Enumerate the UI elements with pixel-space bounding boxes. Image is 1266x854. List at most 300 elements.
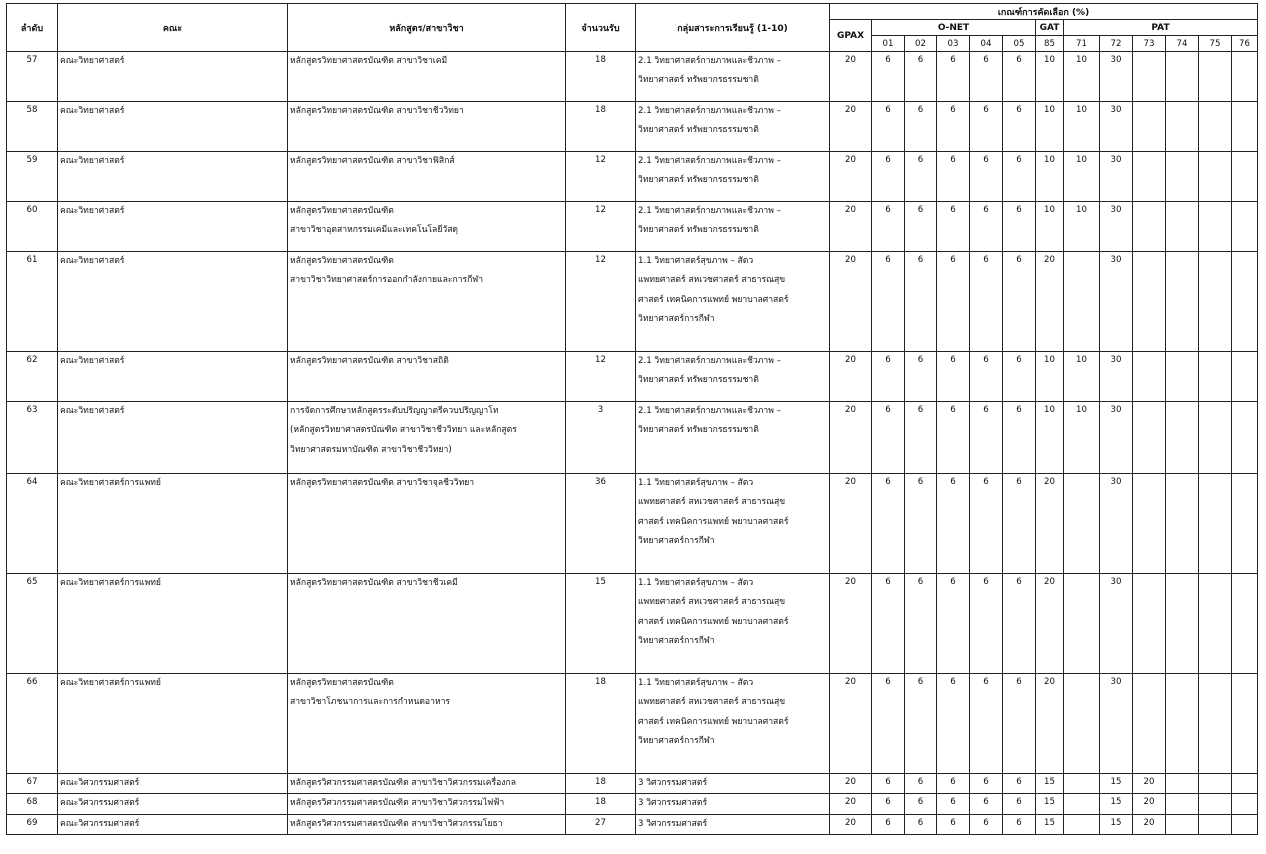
learning-group-cell [636, 574, 830, 674]
table-row [7, 794, 1258, 814]
onet-score-cell: 6 [1003, 52, 1036, 102]
learning-group-cell-text: 2.1 วิทยาศาสตร์กายภาพและชีวภาพ – วิทยาศาสตร์ ทรัพยากรธรรมชาติ [638, 56, 781, 86]
pat-score-cell: 30 [1100, 252, 1133, 352]
gat-score-cell: 20 [1036, 674, 1064, 774]
learning-group-cell [636, 774, 830, 794]
learning-group-cell [636, 52, 830, 102]
pat-score-cell: 10 [1064, 102, 1100, 152]
pat-score-cell [1166, 674, 1199, 774]
faculty-cell-text: คณะวิทยาศาสตร์ [60, 406, 125, 416]
onet-score-cell: 6 [937, 402, 970, 474]
gat-score-cell: 10 [1036, 202, 1064, 252]
onet-score-cell: 6 [970, 52, 1003, 102]
onet-score-cell: 6 [905, 52, 937, 102]
onet-score-cell: 6 [905, 814, 937, 834]
quota-cell: 18 [566, 774, 636, 794]
gat-score-cell: 10 [1036, 152, 1064, 202]
program-cell [288, 202, 566, 252]
pat-score-cell [1232, 202, 1258, 252]
admission-criteria-table [6, 3, 1258, 835]
gat-score-cell: 10 [1036, 52, 1064, 102]
learning-group-header: กลุ่มสาระการเรียนรู้ (1-10) [636, 4, 830, 52]
gat-score-cell: 15 [1036, 814, 1064, 834]
quota-cell: 18 [566, 794, 636, 814]
table-row [7, 102, 1258, 152]
pat-score-cell: 10 [1064, 52, 1100, 102]
table-row [7, 574, 1258, 674]
pat-score-cell: 30 [1100, 674, 1133, 774]
table-row [7, 202, 1258, 252]
pat-score-cell [1166, 352, 1199, 402]
learning-group-cell [636, 814, 830, 834]
pat-score-cell [1232, 774, 1258, 794]
onet-score-cell: 6 [937, 352, 970, 402]
onet-score-cell: 6 [937, 252, 970, 352]
pat-score-cell: 10 [1064, 352, 1100, 402]
pat-score-cell [1133, 402, 1166, 474]
gpax-cell: 20 [830, 814, 872, 834]
admission-criteria-document [6, 3, 1258, 835]
faculty-cell [58, 794, 288, 814]
onet-score-cell: 6 [1003, 202, 1036, 252]
criteria-header: เกณฑ์การคัดเลือก (%) [830, 4, 1258, 20]
pat-score-cell [1133, 102, 1166, 152]
onet-score-cell: 6 [937, 814, 970, 834]
pat-score-cell [1232, 794, 1258, 814]
program-cell-text: หลักสูตรวิทยาศาสตรบัณฑิต สาขาวิชาชีวเคมี [290, 578, 458, 588]
table-body [7, 52, 1258, 835]
onet-score-cell: 6 [872, 252, 905, 352]
gpax-cell: 20 [830, 102, 872, 152]
program-cell [288, 102, 566, 152]
gat-score-cell: 15 [1036, 794, 1064, 814]
table-row [7, 152, 1258, 202]
gpax-header: GPAX [830, 20, 872, 52]
program-cell-text: หลักสูตรวิทยาศาสตรบัณฑิต สาขาวิชาฟิสิกส์ [290, 156, 455, 166]
pat-score-cell [1166, 474, 1199, 574]
onet-score-cell: 6 [872, 674, 905, 774]
faculty-cell [58, 402, 288, 474]
onet-score-cell: 6 [1003, 774, 1036, 794]
onet-score-cell: 6 [905, 674, 937, 774]
onet-score-cell: 6 [937, 474, 970, 574]
program-cell-text: หลักสูตรวิทยาศาสตรบัณฑิต สาขาวิชาวิทยาศาสตร์การออกกำลังกายและการกีฬา [290, 256, 484, 286]
onet-score-cell: 6 [872, 574, 905, 674]
program-cell [288, 794, 566, 814]
gpax-cell: 20 [830, 202, 872, 252]
onet-code-header: 02 [905, 36, 937, 52]
gpax-cell: 20 [830, 574, 872, 674]
onet-score-cell: 6 [937, 102, 970, 152]
gpax-cell: 20 [830, 52, 872, 102]
faculty-cell-text: คณะวิทยาศาสตร์การแพทย์ [60, 478, 161, 488]
pat-score-cell [1199, 252, 1232, 352]
pat-score-cell: 20 [1133, 794, 1166, 814]
pat-score-cell [1199, 52, 1232, 102]
faculty-cell-text: คณะวิศวกรรมศาสตร์ [60, 798, 140, 809]
onet-score-cell: 6 [872, 352, 905, 402]
quota-cell: 18 [566, 674, 636, 774]
program-cell-text: หลักสูตรวิทยาศาสตรบัณฑิต สาขาวิชาสถิติ [290, 356, 449, 366]
program-cell [288, 402, 566, 474]
onet-score-cell: 6 [937, 774, 970, 794]
onet-score-cell: 6 [970, 574, 1003, 674]
onet-score-cell: 6 [872, 774, 905, 794]
pat-score-cell [1133, 202, 1166, 252]
program-cell-text: หลักสูตรวิทยาศาสตรบัณฑิต สาขาวิชาโภชนาการและการกำหนดอาหาร [290, 678, 451, 708]
order-cell: 64 [7, 474, 58, 574]
onet-score-cell: 6 [1003, 794, 1036, 814]
onet-score-cell: 6 [937, 574, 970, 674]
pat-score-cell [1166, 794, 1199, 814]
gpax-cell: 20 [830, 152, 872, 202]
gpax-cell: 20 [830, 474, 872, 574]
pat-score-cell [1133, 574, 1166, 674]
gat-score-cell: 20 [1036, 252, 1064, 352]
quota-cell: 27 [566, 814, 636, 834]
program-cell-text: หลักสูตรวิศวกรรมศาสตรบัณฑิต สาขาวิชาวิศวกรรมเครื่องกล [290, 778, 516, 788]
onet-score-cell: 6 [905, 402, 937, 474]
onet-score-cell: 6 [905, 102, 937, 152]
pat-code-header: 72 [1100, 36, 1133, 52]
learning-group-cell [636, 474, 830, 574]
pat-score-cell [1133, 352, 1166, 402]
onet-score-cell: 6 [1003, 814, 1036, 834]
onet-score-cell: 6 [1003, 402, 1036, 474]
pat-score-cell [1199, 774, 1232, 794]
onet-code-header: 01 [872, 36, 905, 52]
faculty-cell-text: คณะวิทยาศาสตร์ [60, 56, 125, 66]
learning-group-cell-text: 2.1 วิทยาศาสตร์กายภาพและชีวภาพ – วิทยาศาสตร์ ทรัพยากรธรรมชาติ [638, 406, 781, 436]
learning-group-cell-text: 3 วิศวกรรมศาสตร์ [638, 778, 708, 788]
pat-code-header: 76 [1232, 36, 1258, 52]
gat-code-header: 85 [1036, 36, 1064, 52]
onet-header: O-NET [872, 20, 1036, 36]
pat-code-header: 75 [1199, 36, 1232, 52]
learning-group-cell-text: 2.1 วิทยาศาสตร์กายภาพและชีวภาพ – วิทยาศาสตร์ ทรัพยากรธรรมชาติ [638, 356, 781, 386]
pat-score-cell: 30 [1100, 352, 1133, 402]
pat-score-cell [1199, 674, 1232, 774]
order-cell: 67 [7, 774, 58, 794]
pat-score-cell [1064, 814, 1100, 834]
table-row [7, 352, 1258, 402]
order-cell: 62 [7, 352, 58, 402]
pat-score-cell [1232, 152, 1258, 202]
pat-score-cell [1232, 252, 1258, 352]
onet-code-header: 03 [937, 36, 970, 52]
pat-score-cell [1166, 774, 1199, 794]
onet-score-cell: 6 [905, 574, 937, 674]
order-cell: 58 [7, 102, 58, 152]
onet-score-cell: 6 [872, 202, 905, 252]
faculty-cell [58, 774, 288, 794]
pat-score-cell: 15 [1100, 814, 1133, 834]
onet-score-cell: 6 [970, 352, 1003, 402]
pat-score-cell: 30 [1100, 574, 1133, 674]
pat-score-cell [1064, 674, 1100, 774]
pat-score-cell [1133, 152, 1166, 202]
gat-score-cell: 20 [1036, 574, 1064, 674]
table-row [7, 774, 1258, 794]
onet-score-cell: 6 [970, 202, 1003, 252]
order-cell: 63 [7, 402, 58, 474]
program-cell-text: หลักสูตรวิศวกรรมศาสตรบัณฑิต สาขาวิชาวิศวกรรมโยธา [290, 818, 503, 829]
pat-score-cell: 30 [1100, 202, 1133, 252]
onet-score-cell: 6 [872, 814, 905, 834]
learning-group-cell [636, 152, 830, 202]
gpax-cell: 20 [830, 402, 872, 474]
faculty-cell [58, 352, 288, 402]
onet-score-cell: 6 [1003, 674, 1036, 774]
pat-score-cell: 20 [1133, 814, 1166, 834]
order-cell: 59 [7, 152, 58, 202]
program-header: หลักสูตร/สาขาวิชา [288, 4, 566, 52]
pat-score-cell [1199, 202, 1232, 252]
faculty-cell [58, 674, 288, 774]
onet-score-cell: 6 [905, 794, 937, 814]
pat-code-header: 71 [1064, 36, 1100, 52]
learning-group-cell [636, 352, 830, 402]
onet-score-cell: 6 [1003, 574, 1036, 674]
pat-score-cell [1133, 474, 1166, 574]
quota-cell: 12 [566, 252, 636, 352]
pat-score-cell: 10 [1064, 202, 1100, 252]
onet-code-header: 04 [970, 36, 1003, 52]
learning-group-cell [636, 102, 830, 152]
onet-score-cell: 6 [872, 52, 905, 102]
faculty-cell-text: คณะวิทยาศาสตร์การแพทย์ [60, 678, 161, 688]
pat-score-cell [1232, 402, 1258, 474]
onet-score-cell: 6 [872, 474, 905, 574]
pat-score-cell: 30 [1100, 102, 1133, 152]
onet-score-cell: 6 [937, 794, 970, 814]
onet-score-cell: 6 [1003, 352, 1036, 402]
onet-score-cell: 6 [937, 52, 970, 102]
program-cell [288, 152, 566, 202]
pat-score-cell [1133, 52, 1166, 102]
faculty-cell-text: คณะวิศวกรรมศาสตร์ [60, 778, 140, 788]
pat-score-cell [1199, 574, 1232, 674]
faculty-cell-text: คณะวิศวกรรมศาสตร์ [60, 818, 140, 829]
gpax-cell: 20 [830, 674, 872, 774]
onet-score-cell: 6 [905, 152, 937, 202]
order-cell: 61 [7, 252, 58, 352]
order-cell: 68 [7, 794, 58, 814]
onet-score-cell: 6 [872, 402, 905, 474]
gpax-cell: 20 [830, 774, 872, 794]
pat-score-cell [1166, 102, 1199, 152]
order-cell: 69 [7, 814, 58, 834]
quota-cell: 3 [566, 402, 636, 474]
table-row [7, 814, 1258, 834]
pat-score-cell [1199, 352, 1232, 402]
onet-score-cell: 6 [970, 674, 1003, 774]
faculty-cell [58, 252, 288, 352]
pat-code-header: 74 [1166, 36, 1199, 52]
faculty-cell [58, 52, 288, 102]
onet-score-cell: 6 [905, 774, 937, 794]
pat-score-cell: 15 [1100, 774, 1133, 794]
pat-score-cell [1232, 352, 1258, 402]
pat-score-cell [1232, 474, 1258, 574]
program-cell-text: หลักสูตรวิทยาศาสตรบัณฑิต สาขาวิชาเคมี [290, 56, 448, 66]
faculty-cell [58, 574, 288, 674]
pat-score-cell: 10 [1064, 152, 1100, 202]
pat-score-cell [1199, 474, 1232, 574]
program-cell [288, 52, 566, 102]
table-header [7, 4, 1258, 52]
learning-group-cell-text: 3 วิศวกรรมศาสตร์ [638, 818, 708, 829]
onet-score-cell: 6 [872, 152, 905, 202]
pat-score-cell [1199, 402, 1232, 474]
onet-score-cell: 6 [937, 674, 970, 774]
onet-score-cell: 6 [905, 202, 937, 252]
quota-cell: 15 [566, 574, 636, 674]
onet-score-cell: 6 [970, 774, 1003, 794]
onet-score-cell: 6 [1003, 152, 1036, 202]
onet-score-cell: 6 [1003, 474, 1036, 574]
onet-score-cell: 6 [905, 474, 937, 574]
quota-cell: 12 [566, 202, 636, 252]
gat-score-cell: 10 [1036, 102, 1064, 152]
quota-cell: 18 [566, 102, 636, 152]
pat-score-cell [1166, 252, 1199, 352]
pat-score-cell: 30 [1100, 474, 1133, 574]
pat-score-cell [1166, 814, 1199, 834]
faculty-cell-text: คณะวิทยาศาสตร์ [60, 256, 125, 266]
table-row [7, 402, 1258, 474]
pat-score-cell [1232, 814, 1258, 834]
gat-header: GAT [1036, 20, 1064, 36]
order-cell: 65 [7, 574, 58, 674]
onet-score-cell: 6 [970, 102, 1003, 152]
quota-cell: 12 [566, 352, 636, 402]
gat-score-cell: 15 [1036, 774, 1064, 794]
pat-score-cell [1199, 102, 1232, 152]
learning-group-cell [636, 252, 830, 352]
gat-score-cell: 20 [1036, 474, 1064, 574]
pat-score-cell [1133, 252, 1166, 352]
faculty-cell [58, 102, 288, 152]
faculty-cell [58, 152, 288, 202]
gpax-cell: 20 [830, 794, 872, 814]
faculty-cell-text: คณะวิทยาศาสตร์ [60, 106, 125, 116]
onet-score-cell: 6 [872, 794, 905, 814]
pat-score-cell: 30 [1100, 52, 1133, 102]
onet-score-cell: 6 [970, 402, 1003, 474]
pat-score-cell [1199, 814, 1232, 834]
pat-score-cell: 20 [1133, 774, 1166, 794]
gat-score-cell: 10 [1036, 402, 1064, 474]
faculty-cell-text: คณะวิทยาศาสตร์ [60, 156, 125, 166]
pat-score-cell [1166, 402, 1199, 474]
faculty-header: คณะ [58, 4, 288, 52]
gpax-cell: 20 [830, 352, 872, 402]
learning-group-cell [636, 674, 830, 774]
quota-cell: 18 [566, 52, 636, 102]
faculty-cell-text: คณะวิทยาศาสตร์การแพทย์ [60, 578, 161, 588]
pat-score-cell [1166, 52, 1199, 102]
learning-group-cell [636, 794, 830, 814]
learning-group-cell-text: 2.1 วิทยาศาสตร์กายภาพและชีวภาพ – วิทยาศาสตร์ ทรัพยากรธรรมชาติ [638, 206, 781, 236]
program-cell [288, 474, 566, 574]
program-cell-text: หลักสูตรวิทยาศาสตรบัณฑิต สาขาวิชาอุตสาหกรรมเคมีและเทคโนโลยีวัสดุ [290, 206, 459, 236]
onet-code-header: 05 [1003, 36, 1036, 52]
onet-score-cell: 6 [1003, 102, 1036, 152]
table-row [7, 674, 1258, 774]
pat-score-cell [1232, 674, 1258, 774]
onet-score-cell: 6 [1003, 252, 1036, 352]
learning-group-cell-text: 2.1 วิทยาศาสตร์กายภาพและชีวภาพ – วิทยาศาสตร์ ทรัพยากรธรรมชาติ [638, 156, 781, 186]
pat-score-cell: 10 [1064, 402, 1100, 474]
program-cell-text: หลักสูตรวิทยาศาสตรบัณฑิต สาขาวิชาชีววิทยา [290, 106, 464, 116]
onet-score-cell: 6 [970, 474, 1003, 574]
pat-score-cell [1232, 52, 1258, 102]
program-cell-text: การจัดการศึกษาหลักสูตรระดับปริญญาตรีควบปริญญาโท (หลักสูตรวิทยาศาสตรบัณฑิต สาขาวิชาชีววิทยา และหลักสูตร วิทยาศาสตรมหาบัณฑิต สาขาวิชาชีววิทยา) [290, 406, 517, 455]
table-row [7, 474, 1258, 574]
pat-score-cell [1064, 252, 1100, 352]
learning-group-cell [636, 402, 830, 474]
pat-score-cell [1064, 794, 1100, 814]
program-cell [288, 674, 566, 774]
order-header: ลำดับ [7, 4, 58, 52]
onet-score-cell: 6 [937, 152, 970, 202]
pat-score-cell [1166, 574, 1199, 674]
pat-score-cell [1166, 152, 1199, 202]
quota-cell: 12 [566, 152, 636, 202]
order-cell: 66 [7, 674, 58, 774]
onet-score-cell: 6 [905, 352, 937, 402]
quota-header: จำนวนรับ [566, 4, 636, 52]
pat-score-cell [1199, 152, 1232, 202]
program-cell [288, 774, 566, 794]
learning-group-cell-text: 2.1 วิทยาศาสตร์กายภาพและชีวภาพ – วิทยาศาสตร์ ทรัพยากรธรรมชาติ [638, 106, 781, 136]
learning-group-cell-text: 3 วิศวกรรมศาสตร์ [638, 798, 708, 809]
pat-score-cell: 30 [1100, 402, 1133, 474]
onet-score-cell: 6 [970, 152, 1003, 202]
program-cell-text: หลักสูตรวิทยาศาสตรบัณฑิต สาขาวิชาจุลชีววิทยา [290, 478, 475, 488]
pat-header: PAT [1064, 20, 1258, 36]
pat-score-cell [1064, 474, 1100, 574]
learning-group-cell-text: 1.1 วิทยาศาสตร์สุขภาพ – สัตว แพทยศาสตร์ สหเวชศาสตร์ สาธารณสุข ศาสตร์ เทคนิคการแพทย์ พยาบาลศาสตร์ วิทยาศาสตร์การกีฬา [638, 256, 789, 324]
pat-score-cell: 30 [1100, 152, 1133, 202]
onet-score-cell: 6 [937, 202, 970, 252]
gpax-cell: 20 [830, 252, 872, 352]
program-cell-text: หลักสูตรวิศวกรรมศาสตรบัณฑิต สาขาวิชาวิศวกรรมไฟฟ้า [290, 798, 505, 809]
pat-score-cell [1064, 774, 1100, 794]
onet-score-cell: 6 [970, 814, 1003, 834]
onet-score-cell: 6 [872, 102, 905, 152]
order-cell: 60 [7, 202, 58, 252]
pat-score-cell [1199, 794, 1232, 814]
quota-cell: 36 [566, 474, 636, 574]
table-row [7, 252, 1258, 352]
pat-score-cell: 15 [1100, 794, 1133, 814]
program-cell [288, 814, 566, 834]
pat-score-cell [1166, 202, 1199, 252]
pat-score-cell [1232, 574, 1258, 674]
learning-group-cell-text: 1.1 วิทยาศาสตร์สุขภาพ – สัตว แพทยศาสตร์ สหเวชศาสตร์ สาธารณสุข ศาสตร์ เทคนิคการแพทย์ พยาบาลศาสตร์ วิทยาศาสตร์การกีฬา [638, 478, 789, 546]
faculty-cell [58, 814, 288, 834]
faculty-cell-text: คณะวิทยาศาสตร์ [60, 206, 125, 216]
onet-score-cell: 6 [970, 794, 1003, 814]
learning-group-cell [636, 202, 830, 252]
pat-score-cell [1133, 674, 1166, 774]
learning-group-cell-text: 1.1 วิทยาศาสตร์สุขภาพ – สัตว แพทยศาสตร์ สหเวชศาสตร์ สาธารณสุข ศาสตร์ เทคนิคการแพทย์ พยาบาลศาสตร์ วิทยาศาสตร์การกีฬา [638, 578, 789, 646]
faculty-cell [58, 202, 288, 252]
pat-score-cell [1232, 102, 1258, 152]
program-cell [288, 574, 566, 674]
